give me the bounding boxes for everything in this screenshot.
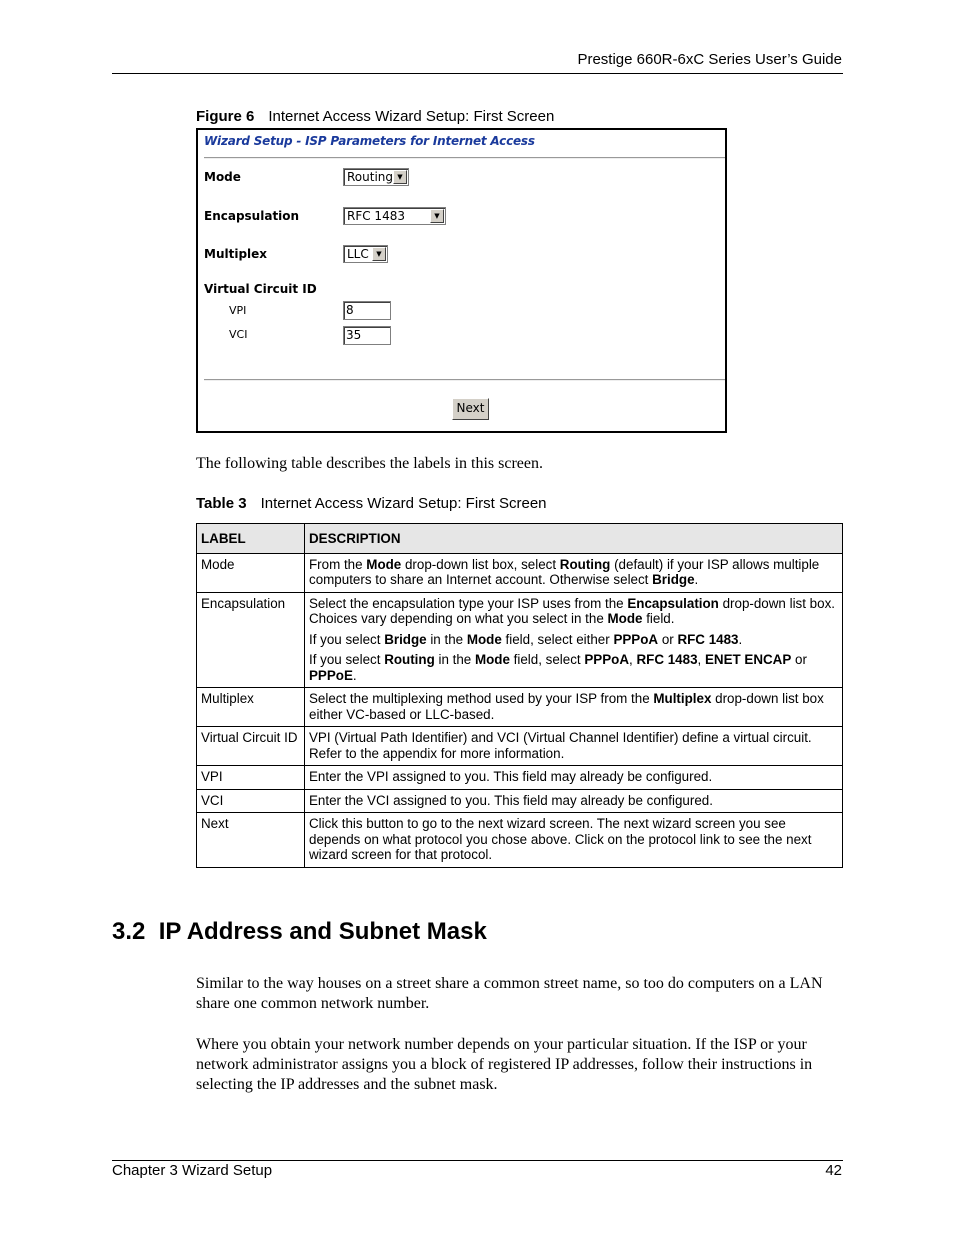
bold-term: RFC 1483 (636, 652, 698, 667)
text-run: Select the multiplexing method used by your ISP from the (309, 691, 654, 706)
mode-select-value: Routing (347, 170, 394, 184)
table-number: Table 3 (196, 495, 247, 512)
text-run: field, select (509, 652, 585, 667)
description-paragraph (309, 769, 838, 785)
row-description (305, 813, 843, 868)
text-run: , (697, 652, 705, 667)
figure-caption (196, 108, 554, 125)
table-row (197, 789, 843, 813)
description-paragraph (309, 632, 838, 648)
text-run: VPI (Virtual Path Identifier) and VCI (Virtual Channel Identifier) define a virtual circuit. Refer to the appendix for more information. (309, 730, 812, 761)
row-description (305, 727, 843, 766)
description-paragraph (309, 730, 838, 761)
section-paragraph-2: Where you obtain your network number depends on your particular situation. If the ISP or your network administrator assigns you a block of registered IP addresses, follow their instructions in selecting the IP addresses and the subnet mask. (196, 1036, 813, 1093)
text-run: If you select (309, 652, 385, 667)
vpi-input[interactable]: 8 (343, 301, 391, 320)
multiplex-select-value: LLC (347, 247, 369, 261)
running-header: Prestige 660R-6xC Series User’s Guide (577, 51, 842, 68)
table-row (197, 727, 843, 766)
wizard-bottom-separator (204, 379, 725, 381)
multiplex-label: Multiplex (204, 247, 268, 261)
description-table (196, 523, 843, 868)
column-header-label: LABEL (197, 524, 305, 554)
next-button[interactable]: Next (452, 398, 489, 420)
row-label: Virtual Circuit ID (197, 727, 305, 766)
table-caption-text: Internet Access Wizard Setup: First Screen (260, 495, 547, 512)
table-intro-text: The following table describes the labels in this screen. (196, 455, 544, 472)
text-run: drop-down list box either VC-based or LLC-based. (309, 691, 824, 722)
text-run: drop-down list box, select (401, 556, 560, 572)
bold-term: PPPoE (309, 667, 353, 683)
bold-term: Mode (466, 631, 502, 647)
wizard-top-separator (204, 157, 725, 159)
footer-rule (112, 1160, 843, 1161)
bold-term: Routing (559, 556, 611, 572)
text-run: From the (309, 556, 367, 572)
column-header-description: DESCRIPTION (305, 524, 843, 554)
vci-input[interactable]: 35 (343, 326, 391, 345)
vpi-label: VPI (229, 304, 247, 317)
description-paragraph (309, 557, 838, 588)
bold-term: ENET ENCAP (704, 652, 792, 667)
text-run: . (738, 631, 743, 647)
text-run: (default) if your ISP allows multiple computers to share an Internet account. Otherwise select (309, 556, 820, 587)
bold-term: Mode (366, 556, 402, 572)
page-number: 42 (825, 1162, 842, 1179)
description-paragraph (309, 816, 838, 863)
section-heading: 3.2 IP Address and Subnet Mask (112, 918, 487, 945)
table-caption (196, 495, 547, 512)
text-run: , (629, 652, 637, 667)
row-description (305, 592, 843, 688)
table-body (197, 553, 843, 867)
chevron-down-icon[interactable]: ▼ (372, 247, 386, 261)
bold-term: Multiplex (653, 691, 712, 706)
text-run: in the (426, 631, 467, 647)
description-paragraph (309, 596, 838, 627)
bold-term: RFC 1483 (677, 631, 739, 647)
table-row (197, 592, 843, 688)
multiplex-select[interactable] (343, 245, 388, 263)
bold-term: Bridge (384, 631, 427, 647)
mode-label: Mode (204, 170, 241, 184)
text-run: or (791, 652, 807, 667)
description-paragraph (309, 793, 838, 809)
row-label: VCI (197, 789, 305, 813)
text-run: Enter the VCI assigned to you. This field may already be configured. (309, 792, 713, 808)
text-run: field, select either (501, 631, 614, 647)
text-run: or (658, 631, 678, 647)
text-run: . (352, 667, 357, 683)
row-description (305, 789, 843, 813)
bold-term: Encapsulation (627, 595, 719, 611)
description-paragraph (309, 652, 838, 683)
row-description (305, 766, 843, 790)
row-label: Mode (197, 553, 305, 592)
row-description (305, 688, 843, 727)
table-row (197, 766, 843, 790)
bold-term: Routing (384, 652, 435, 667)
row-label: VPI (197, 766, 305, 790)
encapsulation-select[interactable] (343, 207, 446, 225)
text-run: field. (642, 611, 675, 626)
chevron-down-icon[interactable]: ▼ (430, 209, 444, 223)
encapsulation-select-value: RFC 1483 (347, 209, 405, 223)
description-paragraph (309, 691, 838, 722)
wizard-screenshot (196, 128, 727, 433)
wizard-title: Wizard Setup - ISP Parameters for Internet Access (204, 134, 535, 148)
section-paragraph-1: Similar to the way houses on a street share a common street name, so too do computers on a LAN share one common network number. (196, 975, 823, 1012)
table-row (197, 553, 843, 592)
table-header-row (197, 524, 843, 554)
table-row (197, 688, 843, 727)
encapsulation-label: Encapsulation (204, 209, 300, 223)
figure-caption-text: Internet Access Wizard Setup: First Screen (268, 108, 555, 125)
bold-term: PPPoA (613, 631, 659, 647)
row-description (305, 553, 843, 592)
text-run: If you select (309, 631, 385, 647)
virtual-circuit-id-label: Virtual Circuit ID (204, 282, 317, 296)
bold-term: PPPoA (584, 652, 630, 667)
text-run: . (694, 572, 699, 587)
chevron-down-icon[interactable]: ▼ (393, 170, 407, 184)
header-rule (112, 73, 843, 74)
bold-term: Mode (474, 652, 510, 667)
table-row (197, 813, 843, 868)
bold-term: Bridge (652, 572, 695, 587)
footer-chapter: Chapter 3 Wizard Setup (112, 1162, 273, 1179)
text-run: drop-down list box. Choices vary depending on what you select in the (309, 595, 835, 626)
mode-select[interactable] (343, 168, 409, 186)
row-label: Multiplex (197, 688, 305, 727)
bold-term: Mode (607, 611, 643, 626)
row-label: Next (197, 813, 305, 868)
figure-number: Figure 6 (196, 108, 255, 125)
text-run: in the (434, 652, 475, 667)
row-label: Encapsulation (197, 592, 305, 688)
text-run: Select the encapsulation type your ISP uses from the (309, 595, 628, 611)
text-run: Enter the VPI assigned to you. This field may already be configured. (309, 769, 713, 784)
vci-label: VCI (229, 328, 248, 341)
text-run: Click this button to go to the next wizard screen. The next wizard screen you see depends on what protocol you chose above. Click on the protocol link to see the next wizard screen for that protocol. (309, 816, 812, 862)
